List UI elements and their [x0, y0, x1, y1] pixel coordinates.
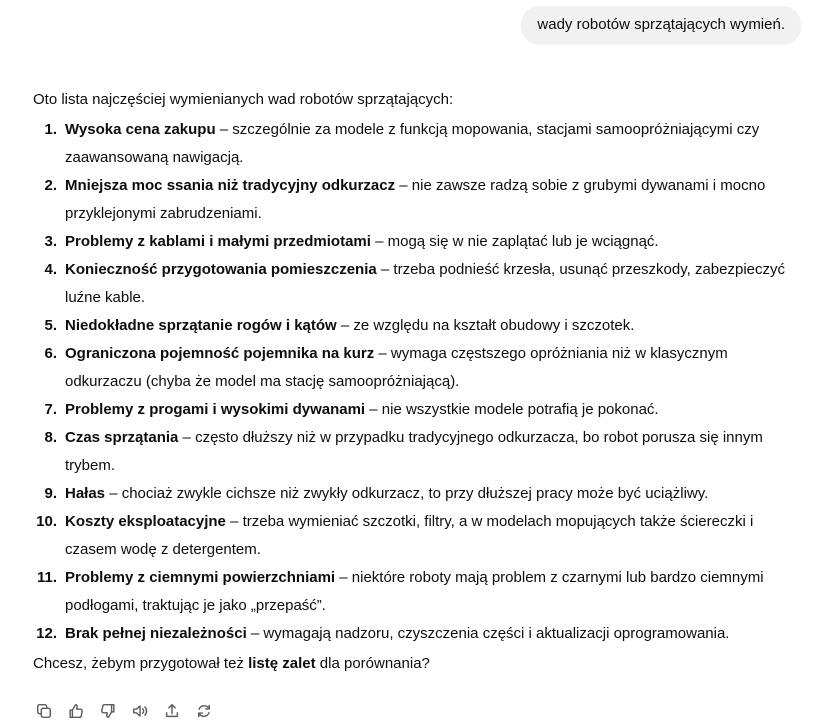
- list-number: 12.: [36, 625, 57, 642]
- item-title: Ograniczona pojemność pojemnika na kurz: [65, 345, 375, 362]
- list-item: [33, 116, 805, 172]
- item-text: – często dłuższy niż w przypadku tradycyjnego odkurzacza, bo robot porusza się innym trybem.: [65, 429, 763, 474]
- list-number: 11.: [36, 569, 57, 586]
- copy-icon[interactable]: [33, 700, 55, 722]
- list-item: [33, 508, 805, 564]
- item-text: – niektóre roboty mają problem z czarnymi lub bardzo ciemnymi podłogami, traktując je jako „przepaść”.: [65, 569, 764, 614]
- item-title: Problemy z kablami i małymi przedmiotami: [65, 233, 371, 250]
- list-item: [33, 340, 805, 396]
- thumbs-up-icon[interactable]: [65, 700, 87, 722]
- item-title: Mniejsza moc ssania niż tradycyjny odkurzacz: [65, 177, 396, 194]
- list-item: [33, 396, 805, 424]
- closing-text-bold: listę zalet: [248, 655, 316, 672]
- assistant-message: [33, 86, 805, 678]
- list-number: 4.: [44, 261, 57, 278]
- list-number: 5.: [44, 317, 57, 334]
- item-title: Wysoka cena zakupu: [65, 121, 216, 138]
- regenerate-icon[interactable]: [193, 700, 215, 722]
- list-number: 8.: [44, 429, 57, 446]
- item-text: – mogą się w nie zaplątać lub je wciągnąć.: [370, 233, 659, 250]
- item-title: Brak pełnej niezależności: [65, 625, 247, 642]
- list-number: 1.: [44, 121, 57, 138]
- item-text: – wymagają nadzoru, czyszczenia części i aktualizacji oprogramowania.: [246, 625, 730, 642]
- item-title: Konieczność przygotowania pomieszczenia: [65, 261, 377, 278]
- item-title: Czas sprzątania: [65, 429, 179, 446]
- item-text: – szczególnie za modele z funkcją mopowania, stacjami samoopróżniającymi czy zaawansowaną nawigacją.: [65, 121, 760, 166]
- item-text: – nie zawsze radzą sobie z grubymi dywanami i mocno przyklejonymi zabrudzeniami.: [65, 177, 766, 222]
- item-text: – ze względu na kształt obudowy i szczotek.: [336, 317, 635, 334]
- item-text: – trzeba podnieść krzesła, usunąć przeszkody, zabezpieczyć luźne kable.: [65, 261, 785, 306]
- list-item: [33, 620, 805, 648]
- list-item: [33, 564, 805, 620]
- thumbs-down-icon[interactable]: [97, 700, 119, 722]
- assistant-closing: [33, 650, 805, 678]
- list-number: 6.: [44, 345, 57, 362]
- user-message-text: wady robotów sprzątających wymień.: [537, 16, 785, 33]
- item-text: – wymaga częstszego opróżniania niż w klasycznym odkurzaczu (chyba że model ma stację samoopróżniającą).: [65, 345, 728, 390]
- item-title: Hałas: [65, 485, 106, 502]
- list-item: [33, 228, 805, 256]
- item-title: Koszty eksploatacyjne: [65, 513, 226, 530]
- list-number: 10.: [36, 513, 57, 530]
- item-title: Niedokładne sprzątanie rogów i kątów: [65, 317, 337, 334]
- list-item: [33, 312, 805, 340]
- item-title: Problemy z ciemnymi powierzchniami: [65, 569, 336, 586]
- assistant-intro: Oto lista najczęściej wymienianych wad robotów sprzątających:: [33, 91, 454, 108]
- item-title: Problemy z progami i wysokimi dywanami: [65, 401, 366, 418]
- list-item: [33, 256, 805, 312]
- item-text: – trzeba wymieniać szczotki, filtry, a w modelach mopujących także ściereczki i czasem wodę z detergentem.: [65, 513, 754, 558]
- list-item: [33, 172, 805, 228]
- list-item: [33, 480, 805, 508]
- user-message-bubble: [521, 6, 801, 45]
- share-icon[interactable]: [161, 700, 183, 722]
- item-text: – nie wszystkie modele potrafią je pokonać.: [365, 401, 659, 418]
- closing-text-after: dla porównania?: [315, 655, 430, 672]
- item-text: – chociaż zwykle cichsze niż zwykły odkurzacz, to przy dłuższej pracy może być uciążliwy.: [105, 485, 709, 502]
- read-aloud-icon[interactable]: [129, 700, 151, 722]
- list-number: 9.: [44, 485, 57, 502]
- list-number: 3.: [44, 233, 57, 250]
- closing-text-before: Chcesz, żebym przygotował też: [33, 655, 249, 672]
- disadvantages-list: [33, 116, 805, 648]
- message-actions: [33, 700, 215, 722]
- list-item: [33, 424, 805, 480]
- list-number: 2.: [44, 177, 57, 194]
- list-number: 7.: [44, 401, 57, 418]
